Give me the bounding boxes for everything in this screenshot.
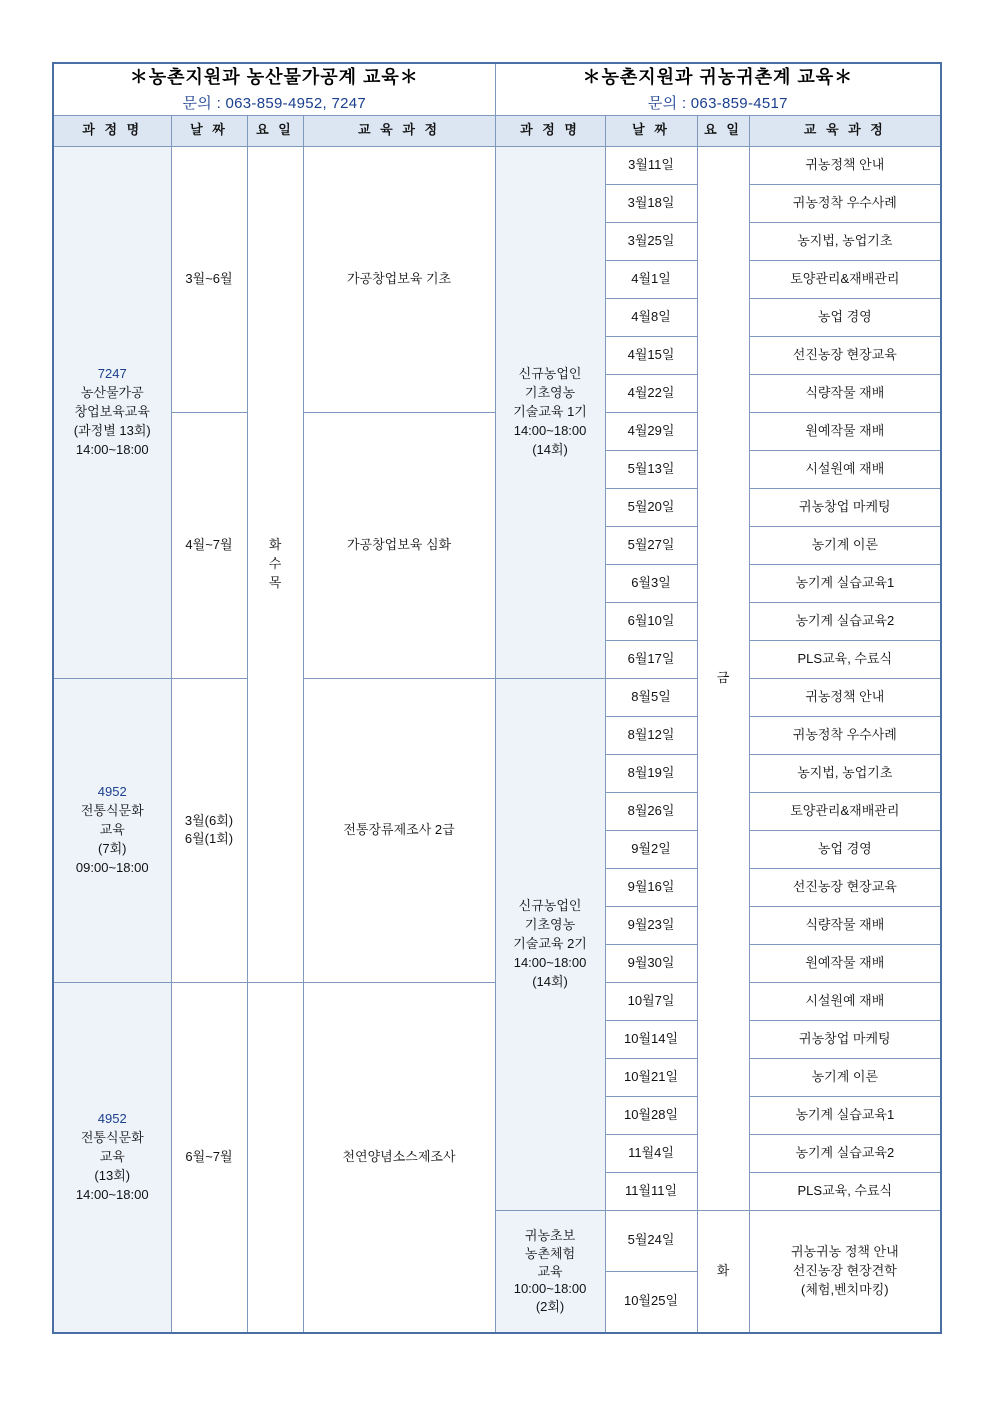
right-program-cell: 농지법, 농업기초 — [749, 222, 941, 260]
left-course-line: (과정별 13회) — [73, 422, 151, 438]
left-header-program: 교 육 과 정 — [303, 115, 495, 146]
title-row — [53, 63, 941, 115]
left-course-code-2: 4952 — [97, 784, 127, 800]
right-date-cell: 9월30일 — [605, 944, 697, 982]
right-contact: 문의 : 063-859-4517 — [647, 95, 788, 113]
right-program-cell: 농업 경영 — [749, 830, 941, 868]
left-course-cell-1 — [53, 146, 171, 678]
left-course-cell-3 — [53, 982, 171, 1333]
right-program-cell: 선진농장 현장교육 — [749, 336, 941, 374]
left-course-line: 교육 — [99, 1148, 125, 1164]
right-date-cell: 10월7일 — [605, 982, 697, 1020]
right-date-cell: 8월12일 — [605, 716, 697, 754]
right-program-cell: 귀농창업 마케팅 — [749, 488, 941, 526]
right-date-cell: 10월14일 — [605, 1020, 697, 1058]
right-title-cell — [495, 63, 941, 115]
left-program-cell-1: 가공창업보육 기초 — [303, 146, 495, 412]
day-label: 목 — [268, 574, 282, 590]
right-program-cell: 귀농정책 안내 — [749, 146, 941, 184]
left-course-code-3: 4952 — [97, 1111, 127, 1127]
right-course-line: (14회) — [532, 973, 568, 989]
right-program-line: 귀농귀농 정책 안내 — [790, 1244, 899, 1260]
right-date-cell: 4월29일 — [605, 412, 697, 450]
right-date-cell: 3월25일 — [605, 222, 697, 260]
right-program-cell: 귀농창업 마케팅 — [749, 1020, 941, 1058]
left-program-cell-3: 전통장류제조사 2급 — [303, 678, 495, 982]
right-course-line: 신규농업인 — [518, 366, 582, 382]
left-day-of-week-cell-2 — [247, 982, 303, 1333]
right-program-cell: 토양관리&재배관리 — [749, 260, 941, 298]
right-course-line: 농촌체험 — [524, 1246, 576, 1262]
right-program-cell: 농기계 실습교육2 — [749, 1134, 941, 1172]
right-course-line: 14:00~18:00 — [513, 954, 587, 970]
right-course-line: 신규농업인 — [518, 898, 582, 914]
left-course-line: 교육 — [99, 821, 125, 837]
right-header-course-name: 과 정 명 — [495, 115, 605, 146]
left-date-cell-3 — [171, 678, 247, 982]
left-course-line: 14:00~18:00 — [75, 441, 149, 457]
right-program-cell: 원예작물 재배 — [749, 944, 941, 982]
right-date-cell: 11월11일 — [605, 1172, 697, 1210]
right-date-cell: 3월11일 — [605, 146, 697, 184]
right-course-cell-3 — [495, 1210, 605, 1333]
right-date-cell: 11월4일 — [605, 1134, 697, 1172]
left-course-line: 전통식문화 — [80, 1130, 144, 1146]
right-header-program: 교 육 과 정 — [749, 115, 941, 146]
left-header-date: 날 짜 — [171, 115, 247, 146]
right-program-cell: 식량작물 재배 — [749, 374, 941, 412]
right-course-line: (2회) — [535, 1298, 565, 1314]
right-program-line: 선진농장 현장견학 — [792, 1262, 897, 1278]
right-day-of-week-cell-hwa: 화 — [697, 1210, 749, 1333]
right-date-cell: 10월21일 — [605, 1058, 697, 1096]
left-date-line: 3월(6회) — [184, 812, 234, 828]
right-date-cell: 10월25일 — [605, 1271, 697, 1333]
left-contact: 문의 : 063-859-4952, 7247 — [182, 95, 367, 113]
left-header-day: 요 일 — [247, 115, 303, 146]
right-course-line: 귀농초보 — [524, 1228, 576, 1244]
right-program-cell: 귀농정착 우수사례 — [749, 184, 941, 222]
right-program-cell: 농기계 실습교육2 — [749, 602, 941, 640]
right-date-cell: 5월27일 — [605, 526, 697, 564]
left-course-cell-2 — [53, 678, 171, 982]
left-program-cell-2: 가공창업보육 심화 — [303, 412, 495, 678]
right-date-cell: 5월24일 — [605, 1210, 697, 1271]
right-program-cell: 농기계 이론 — [749, 526, 941, 564]
right-header-day: 요 일 — [697, 115, 749, 146]
left-title-cell — [53, 63, 495, 115]
right-course-line: 기술교육 1기 — [513, 403, 587, 419]
right-date-cell: 5월13일 — [605, 450, 697, 488]
right-title: ＊농촌지원과 귀농귀촌계 교육＊ — [582, 67, 854, 87]
right-date-cell: 9월16일 — [605, 868, 697, 906]
right-course-line: 기술교육 2기 — [513, 935, 587, 951]
right-program-cell: 농기계 실습교육1 — [749, 564, 941, 602]
right-program-cell-experience — [749, 1210, 941, 1333]
right-date-cell: 9월2일 — [605, 830, 697, 868]
left-course-line: 창업보육교육 — [74, 403, 150, 419]
table-row — [53, 678, 941, 716]
left-title: ＊농촌지원과 농산물가공계 교육＊ — [129, 67, 419, 87]
right-course-line: (14회) — [532, 441, 568, 457]
right-course-line: 기초영농 — [524, 385, 576, 401]
right-date-cell: 6월17일 — [605, 640, 697, 678]
header-row — [53, 115, 941, 146]
day-label: 수 — [268, 555, 282, 571]
education-schedule-table — [52, 62, 942, 1334]
right-date-cell: 4월1일 — [605, 260, 697, 298]
right-program-cell: 시설원예 재배 — [749, 982, 941, 1020]
right-program-line: (체험,벤치마킹) — [801, 1281, 889, 1297]
right-day-of-week-cell-geum: 금 — [697, 146, 749, 1210]
right-date-cell: 8월19일 — [605, 754, 697, 792]
right-date-cell: 10월28일 — [605, 1096, 697, 1134]
left-header-course-name: 과 정 명 — [53, 115, 171, 146]
left-course-line: 농산물가공 — [80, 385, 144, 401]
right-date-cell: 8월5일 — [605, 678, 697, 716]
right-program-cell: 시설원예 재배 — [749, 450, 941, 488]
right-date-cell: 8월26일 — [605, 792, 697, 830]
right-program-cell: 토양관리&재배관리 — [749, 792, 941, 830]
right-program-cell: 귀농정착 우수사례 — [749, 716, 941, 754]
right-program-cell: PLS교육, 수료식 — [749, 640, 941, 678]
left-course-line: 09:00~18:00 — [75, 859, 149, 875]
left-date-cell-1: 3월~6월 — [171, 146, 247, 412]
right-program-cell: 원예작물 재배 — [749, 412, 941, 450]
left-date-cell-2: 4월~7월 — [171, 412, 247, 678]
right-program-cell: 식량작물 재배 — [749, 906, 941, 944]
right-program-cell: PLS교육, 수료식 — [749, 1172, 941, 1210]
right-date-cell: 5월20일 — [605, 488, 697, 526]
right-program-cell: 선진농장 현장교육 — [749, 868, 941, 906]
left-course-line: 14:00~18:00 — [75, 1186, 149, 1202]
right-date-cell: 3월18일 — [605, 184, 697, 222]
left-program-cell-4: 천연양념소스제조사 — [303, 982, 495, 1333]
right-date-cell: 6월3일 — [605, 564, 697, 602]
right-course-line: 교육 — [537, 1263, 563, 1279]
table-row — [53, 146, 941, 184]
right-course-line: 10:00~18:00 — [513, 1281, 587, 1297]
right-program-cell: 농업 경영 — [749, 298, 941, 336]
right-course-cell-1 — [495, 146, 605, 678]
day-label: 화 — [268, 537, 282, 553]
right-program-cell: 농기계 이론 — [749, 1058, 941, 1096]
right-program-cell: 농기계 실습교육1 — [749, 1096, 941, 1134]
left-date-cell-4: 6월~7월 — [171, 982, 247, 1333]
right-date-cell: 9월23일 — [605, 906, 697, 944]
right-date-cell: 6월10일 — [605, 602, 697, 640]
right-date-cell: 4월22일 — [605, 374, 697, 412]
right-program-cell: 농지법, 농업기초 — [749, 754, 941, 792]
right-header-date: 날 짜 — [605, 115, 697, 146]
left-day-of-week-cell — [247, 146, 303, 982]
left-date-line: 6월(1회) — [184, 831, 234, 847]
right-date-cell: 4월8일 — [605, 298, 697, 336]
right-course-cell-2 — [495, 678, 605, 1210]
right-program-cell: 귀농정책 안내 — [749, 678, 941, 716]
left-course-line: (13회) — [94, 1167, 131, 1183]
left-course-line: (7회) — [98, 840, 127, 856]
right-course-line: 기초영농 — [524, 917, 576, 933]
right-course-line: 14:00~18:00 — [513, 422, 587, 438]
left-course-code-1: 7247 — [97, 366, 127, 382]
left-course-line: 전통식문화 — [80, 803, 144, 819]
right-date-cell: 4월15일 — [605, 336, 697, 374]
